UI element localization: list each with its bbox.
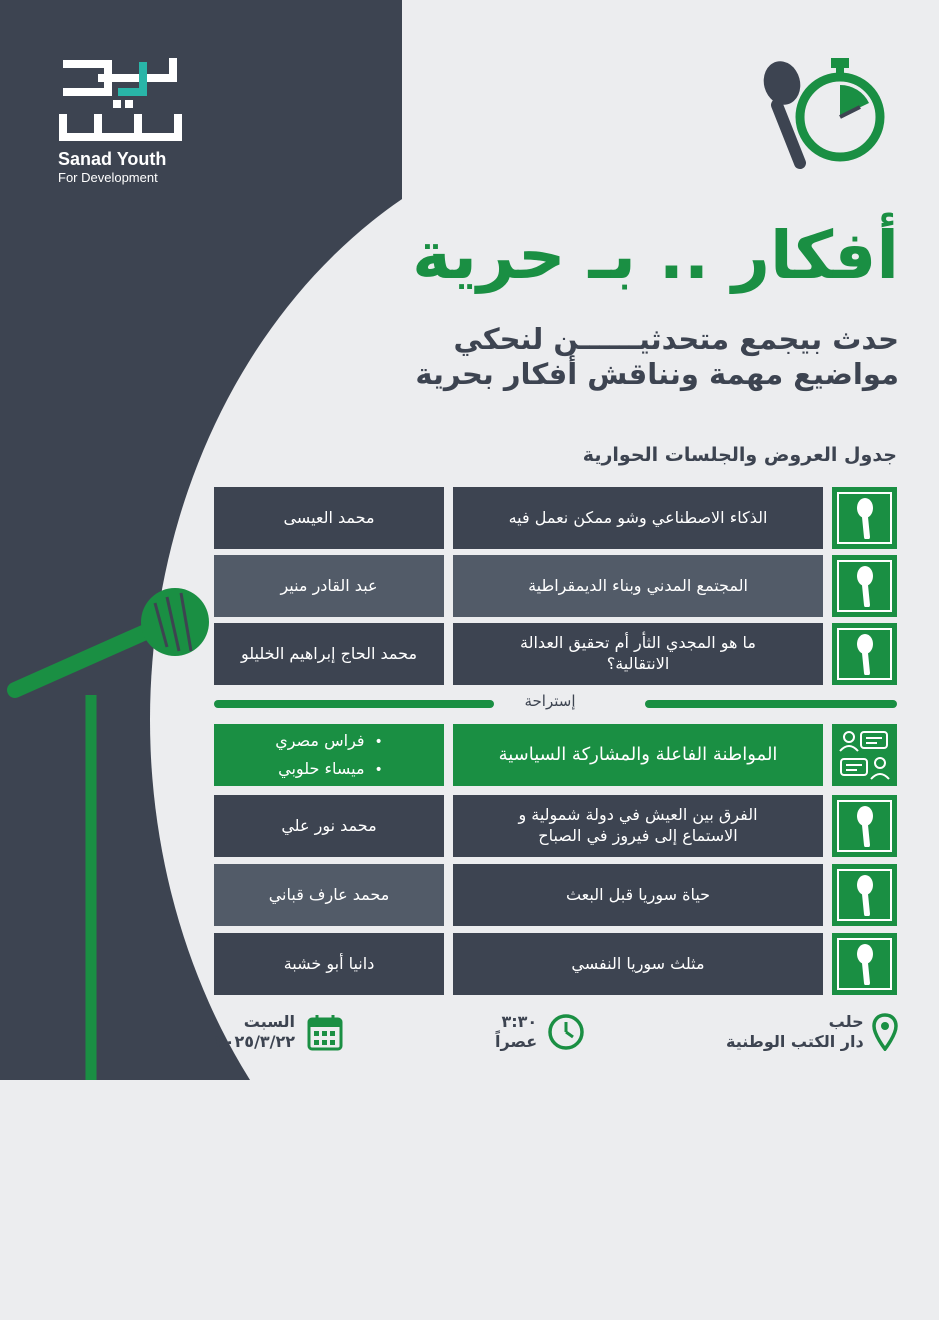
time-text — [495, 1012, 537, 1052]
subtitle-line-1: حدث بيجمع متحدثيــــــن لنحكي — [453, 322, 899, 356]
session-topic: الفرق بين العيش في دولة شمولية و الاستماع إلى فيروز في الصباح — [453, 795, 823, 857]
microphone-icon — [853, 565, 877, 607]
schedule-title: جدول العروض والجلسات الحوارية — [582, 444, 897, 466]
speaker-name: محمد الحاج إبراهيم الخليلو — [214, 623, 444, 685]
brand-logo — [58, 52, 198, 185]
microphone-icon-cell — [832, 864, 897, 926]
sanad-logo-icon — [58, 52, 183, 147]
microphone-icon-cell — [832, 623, 897, 685]
schedule-row — [214, 555, 897, 617]
clock-icon — [547, 1013, 585, 1051]
session-topic: المجتمع المدني وبناء الديمقراطية — [453, 555, 823, 617]
microphone-icon-cell — [832, 487, 897, 549]
panel-discussion-icon — [837, 727, 893, 783]
break-divider-left — [214, 700, 494, 708]
microphone-icon-cell — [832, 795, 897, 857]
event-time — [495, 1012, 585, 1052]
microphone-icon — [853, 805, 877, 847]
speaker-name: دانيا أبو خشبة — [214, 933, 444, 995]
event-day: السبت — [243, 1012, 296, 1031]
event-date-value: ٢٠٢٥/٣/٢٢ — [215, 1032, 296, 1051]
microphone-stopwatch-icon — [755, 55, 895, 170]
schedule-row — [214, 933, 897, 995]
microphone-icon — [853, 943, 877, 985]
event-subtitle — [359, 322, 899, 393]
brand-tagline: For Development — [58, 170, 158, 185]
speaker-name: محمد عارف قباني — [214, 864, 444, 926]
session-topic: مثلث سوريا النفسي — [453, 933, 823, 995]
location-city: حلب — [828, 1012, 864, 1031]
event-time-period: عصراً — [495, 1032, 538, 1051]
event-time-value: ٣:٣٠ — [501, 1012, 538, 1031]
event-date — [215, 1012, 343, 1052]
break-divider-right — [645, 700, 897, 708]
schedule-row — [214, 795, 897, 857]
session-topic: ما هو المجدي الثأر أم تحقيق العدالة الانتقالية؟ — [453, 623, 823, 685]
subtitle-line-2: مواضيع مهمة ونناقش أفكار بحرية — [415, 357, 899, 392]
panel-speaker: • ميساء حلوبي — [275, 755, 383, 783]
panel-speaker: • فراس مصري — [275, 727, 383, 755]
session-topic: الذكاء الاصطناعي وشو ممكن نعمل فيه — [453, 487, 823, 549]
microphone-icon-cell — [832, 933, 897, 995]
schedule-row — [214, 864, 897, 926]
location-venue: دار الكتب الوطنية — [726, 1032, 864, 1051]
event-location — [726, 1012, 898, 1052]
break-label: إستراحة — [524, 692, 576, 710]
date-text — [215, 1012, 295, 1052]
brand-name: Sanad Youth — [58, 149, 167, 169]
panel-topic: المواطنة الفاعلة والمشاركة السياسية — [453, 724, 823, 786]
panel-speakers — [214, 724, 444, 786]
panel-row — [214, 724, 897, 786]
speaker-name: عبد القادر منير — [214, 555, 444, 617]
schedule-row — [214, 623, 897, 685]
location-text — [726, 1012, 864, 1052]
microphone-icon — [853, 874, 877, 916]
session-topic: حياة سوريا قبل البعث — [453, 864, 823, 926]
event-title: أفكار .. بـ حرية — [412, 217, 899, 294]
panel-discussion-icon-cell — [832, 724, 897, 786]
location-pin-icon — [872, 1013, 898, 1051]
speaker-name: محمد العيسى — [214, 487, 444, 549]
speaker-name: محمد نور علي — [214, 795, 444, 857]
microphone-icon-cell — [832, 555, 897, 617]
stand-microphone-icon — [5, 585, 225, 1080]
calendar-icon — [307, 1013, 343, 1051]
schedule-row — [214, 487, 897, 549]
microphone-icon — [853, 497, 877, 539]
microphone-icon — [853, 633, 877, 675]
